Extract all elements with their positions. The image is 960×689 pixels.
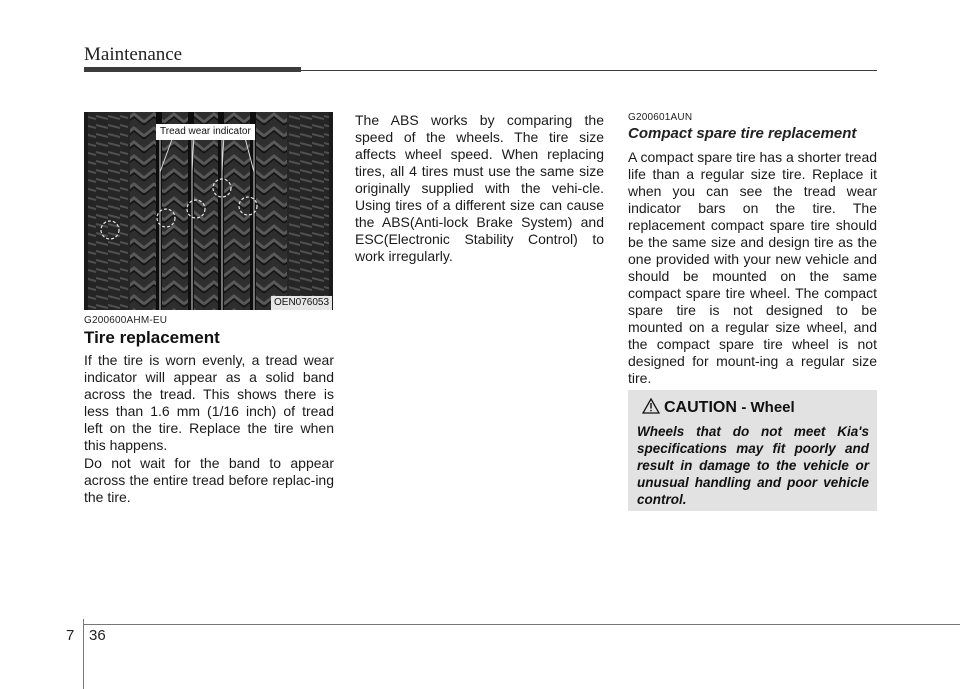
caution-box: [628, 390, 877, 511]
caution-subheading: - Wheel: [741, 399, 795, 416]
paragraph: The ABS works by comparing the speed of the wheels. The tire size affects wheel speed. When replacing tires, all 4 tires must use the same size originally supplied with the vehi-cle. Using tires of a different size can cause the ABS(Anti-lock Brake System) and ESC(Electronic Stability Control) to work irregularly.: [355, 112, 604, 264]
tread-wear-indicator-label: Tread wear indicator: [156, 124, 255, 140]
paragraph: Do not wait for the band to appear across the entire tread before replac-ing the tire.: [84, 455, 334, 505]
caution-label: CAUTION: [664, 399, 737, 416]
tire-tread-figure: [84, 112, 333, 310]
header-rule-thick: [84, 67, 301, 72]
caution-heading: [664, 399, 795, 417]
warning-triangle-icon: [642, 398, 660, 414]
figure-code: OEN076053: [271, 296, 332, 310]
header-rule-thin: [301, 70, 877, 71]
section-title: Tire replacement: [84, 328, 220, 347]
footer-vertical-rule: [83, 619, 84, 689]
page-header-title: Maintenance: [84, 44, 183, 65]
paragraph: If the tire is worn evenly, a tread wear indicator will appear as a solid band across the tread. This shows there is less than 1.6 mm (1/16 inch) of tread left on the tire. Replace the tire when this happens.: [84, 352, 334, 453]
section-code: G200600AHM-EU: [84, 315, 168, 326]
chapter-number: 7: [66, 627, 75, 644]
caution-body: Wheels that do not meet Kia's specifications may fit poorly and result in damage to the vehicle or unusual handling and poor vehicle control.: [637, 424, 869, 507]
paragraph: A compact spare tire has a shorter tread life than a regular size tire. Replace it when you can see the tread wear indicator bars on the tire. The replacement compact spare tire should be the same size and design tire as the one provided with your new vehicle and should be mounted on the same compact spare tire wheel. The compact spare tire is not designed to be mounted on a regular size wheel, and the compact spare tire wheel is not designed for mount-ing a regular size tire.: [628, 149, 878, 386]
page-number: 36: [89, 627, 106, 644]
footer-horizontal-rule: [84, 624, 960, 625]
section-title: Compact spare tire replacement: [628, 125, 857, 142]
tire-tread-illustration: [84, 112, 333, 310]
section-code: G200601AUN: [628, 112, 693, 123]
